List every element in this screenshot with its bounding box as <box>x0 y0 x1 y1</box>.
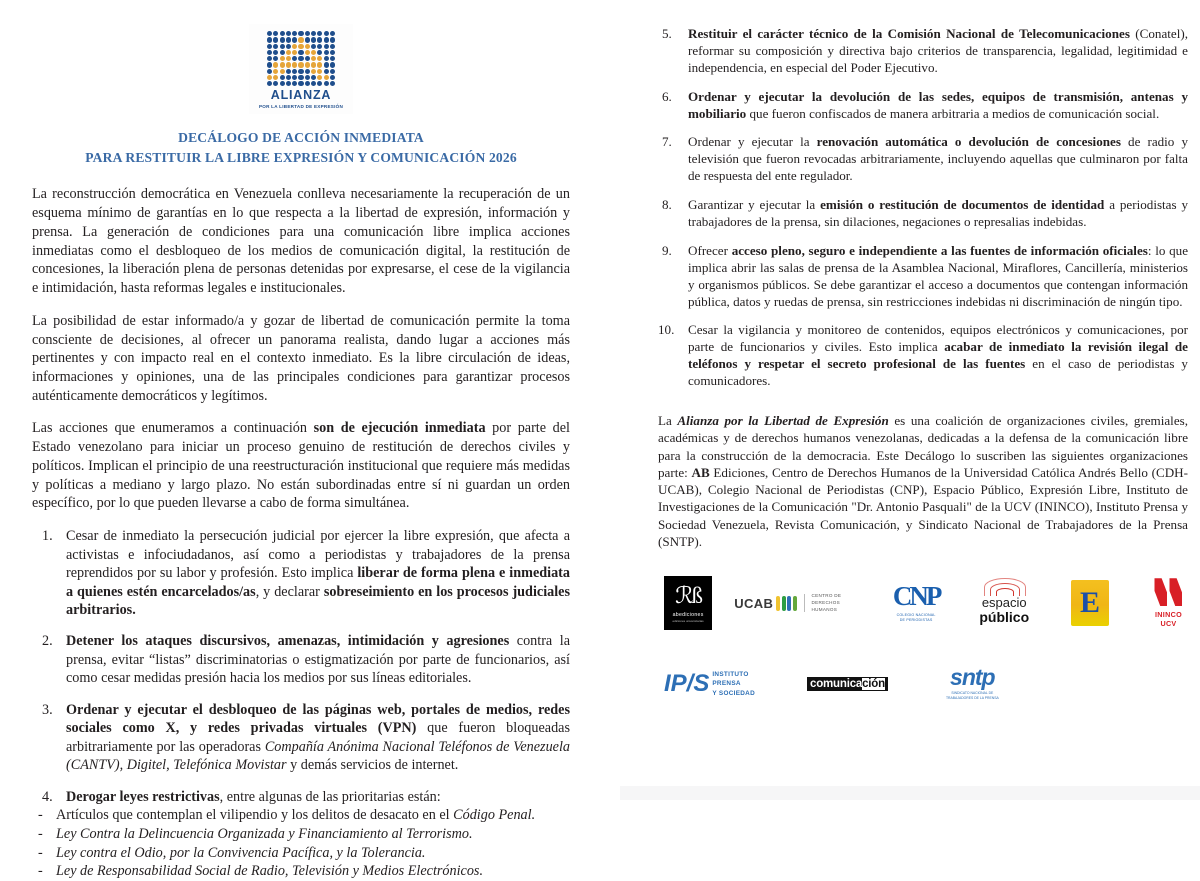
item-6-text-a: que fueron confiscados de manera arbitraria a medios de comunicación social. <box>746 105 1160 121</box>
cnp-caption <box>893 613 940 623</box>
logo-revista-comunicacion <box>807 677 888 691</box>
item-1-text-c: , y declarar <box>255 583 324 600</box>
item-10-bold-1: acabar de inmediato la revisión ilegal de teléfonos y respetar el secreto profesional de las fuentes <box>688 339 1188 372</box>
sntp-caption <box>946 691 999 701</box>
page-title-line-2: PARA RESTITUIR LA LIBRE EXPRESIÓN Y COMUNICACIÓN 2026 <box>85 149 517 165</box>
alianza-logo-wordmark: ALIANZA <box>270 88 332 103</box>
item-5-text-a: (Conatel), reformar su composición y directiva bajo criterios de transparencia, legalidad, legitimidad e independencia, en especial del Poder Ejecutivo. <box>688 26 1188 75</box>
action-item-5 <box>658 26 1188 77</box>
abediciones-subtitle: ediciones universitarias <box>672 618 704 623</box>
item-6-bold-1: Ordenar y ejecutar la devolución de las sedes, equipos de transmisión, antenas y mobiliario <box>688 88 1188 121</box>
closing-mid: es una coalición de organizaciones civiles, gremiales, académicas y de derechos humanos venezolanas, dedicadas a la defensa de la comunicación libre para la construcción de la democracia. Este Decálogo lo suscriben las siguientes organizaciones parte: <box>658 413 1188 480</box>
closing-paragraph <box>658 412 1188 550</box>
ucab-color-bars-icon <box>776 596 797 611</box>
sntp-caption-line-1: SINDICATO NACIONAL DE <box>951 691 994 696</box>
repealed-law-item <box>32 825 570 844</box>
item-1-bold-1: liberar de forma plena e inmediata a quienes estén encarcelados/as <box>66 565 570 600</box>
logo-espacio-publico <box>979 582 1029 624</box>
repealed-law-prefix: Artículos que contemplan el vilipendio y los delitos de desacato en el <box>56 807 454 824</box>
closing-pre: La <box>658 413 678 429</box>
repealed-law-item <box>32 862 570 881</box>
action-list-right <box>658 26 1188 390</box>
intro-paragraph-3 <box>32 419 570 513</box>
ipys-line-3: Y SOCIEDAD <box>712 689 756 697</box>
ucab-cdh-line-1: CENTRO DE <box>811 592 842 598</box>
item-1-text-a: Cesar de inmediato la persecución judicial por ejercer la libre expresión, que afecta a activistas e infociudadanos, así como a periodistas y trabajadores de la prensa reprendidos por su labor y profesión. Esto implica <box>66 528 570 582</box>
action-item-9 <box>658 243 1188 311</box>
intro-paragraph-1: La reconstrucción democrática en Venezuela conlleva necesariamente la recuperación de un esquema mínimo de garantías en lo que respecta a la libertad de expresión, información y prensa. La generación de condiciones para una comunicación libre implica acciones inmediatas como el desbloqueo de los medios de comunicación digital, la restitución de concesiones, la liberación plena de personas detenidas por expresarse, el cese de la vigilancia e intimidación, hasta reformas legales e institucionales. <box>32 186 570 297</box>
sntp-caption-line-2: TRABAJADORES DE LA PRENSA <box>945 696 999 701</box>
logo-ininco-ucv <box>1149 578 1188 628</box>
cnp-caption-line-1: COLEGIO NACIONAL <box>896 613 936 618</box>
logo-sntp <box>946 666 999 701</box>
cnp-caption-line-2: DE PERIODISTAS <box>899 618 933 623</box>
repealed-law-item <box>32 806 570 825</box>
ucab-cdh-caption <box>812 593 849 614</box>
right-column <box>600 0 1200 800</box>
ininco-caption: ININCO UCV <box>1155 610 1182 629</box>
item-7-text-a: de radio y televisión que fueron revocadas arbitrariamente, incluyendo aquellas que culminaron por falta de respuesta del ente regulador. <box>688 134 1188 184</box>
item-3-bold-1: Ordenar y ejecutar el desbloqueo de las páginas web, portales de medios, redes sociales como X, y redes privadas virtuales (VPN) <box>66 701 570 737</box>
intro-p3-part-a: Las acciones que enumeramos a continuación <box>32 420 314 437</box>
abediciones-name: abediciones <box>672 611 704 618</box>
logo-ucab-cdh <box>734 593 849 614</box>
item-9-text-a: : lo que implica abrir las salas de prensa de la Asamblea Nacional, Miraflores, Cancillería, ministerios y organismos públicos. Se debe garantizar el acceso a documentos que contengan información pública, datos y ruedas de prensa, sin restricciones indebidas ni discriminación de ningún tipo. <box>688 242 1189 309</box>
item-10-text-a: en el caso de periodistas y comunicadores. <box>688 356 1188 389</box>
item-7-text-pre: Ordenar y ejecutar la <box>688 134 817 150</box>
repealed-law-name: Ley contra el Odio, por la Convivencia Pacífica, y la Tolerancia. <box>56 844 426 861</box>
ucab-divider <box>804 594 805 612</box>
intro-paragraph-2: La posibilidad de estar informado/a y gozar de libertad de comunicación permite la toma consciente de decisiones, al ofrecer un panorama realista, dando lugar a acciones más pertinentes y con impacto real en el contexto inmediato. Es la libre circulación de ideas, informaciones y opiniones, una de las principales condiciones para garantizar procesos auténticamente democráticos y legítimos. <box>32 312 570 404</box>
action-item-3 <box>32 701 570 775</box>
repealed-law-item <box>32 844 570 863</box>
item-3-italic-operators: Compañía Anónima Nacional Teléfonos de Venezuela (CANTV), Digitel, Telefónica Movistar <box>66 738 570 774</box>
item-8-bold-1: emisión o restitución de documentos de identidad <box>820 197 1105 213</box>
expresion-libre-letter-icon: E <box>1080 586 1101 620</box>
item-2-text-a: contra la prensa, evitar “listas” discriminatorias o estigmatización por parte de funcionarios, así como cesar medidas presión hacia los medios por sus líneas editoriales. <box>66 633 571 687</box>
sntp-monogram-icon: sntp <box>950 664 995 691</box>
repealed-law-name: Ley Contra la Delincuencia Organizada y Financiamiento al Terrorismo. <box>56 825 473 842</box>
closing-ab-bold: AB <box>691 464 710 480</box>
alianza-logo-tagline: POR LA LIBERTAD DE EXPRESIÓN <box>258 103 344 109</box>
action-item-6 <box>658 89 1188 123</box>
intro-p3-part-b: por parte del Estado venezolano para iniciar un proceso genuino de restitución de derechos civiles y políticos. Implican el principio de una reestructuración institucional que requiere más medidas y políticas a mediano y largo plazo. No están subordinadas entre sí ni guardan un orden específico, por lo que pueden llevarse a cabo de forma simultánea. <box>32 420 570 512</box>
partner-logos-row-1 <box>658 576 1188 630</box>
ipys-caption <box>712 670 755 698</box>
alianza-logo <box>249 24 353 114</box>
repealed-laws-list <box>56 806 570 881</box>
item-5-bold-1: Restituir el carácter técnico de la Comisión Nacional de Telecomunicaciones <box>688 26 1130 41</box>
intro-p3-emphasis: son de ejecución inmediata <box>313 420 486 437</box>
espacio-publico-line-1: espacio <box>981 595 1027 611</box>
ucab-cdh-line-2: DERECHOS HUMANOS <box>811 599 840 612</box>
logo-ipys <box>664 670 755 698</box>
action-item-1 <box>32 527 570 619</box>
comunicacion-part-1: comunica <box>810 677 863 690</box>
action-list-left <box>32 527 570 881</box>
item-3-text-a: que fueron bloqueadas arbitrariamente por las operadoras <box>66 720 570 755</box>
left-column <box>0 0 600 880</box>
logo-expresion-libre <box>1071 580 1109 626</box>
item-8-text-pre: Garantizar y ejecutar la <box>688 197 821 213</box>
item-7-bold-1: renovación automática o devolución de concesiones <box>816 134 1121 150</box>
action-item-4 <box>32 788 570 881</box>
item-9-text-pre: Ofrecer <box>688 242 732 258</box>
closing-post: Ediciones, Centro de Derechos Humanos de la Universidad Católica Andrés Bello (CDH-UCAB), Colegio Nacional de Periodistas (CNP), Espacio Público, Expresión Libre, Instituto de Investigaciones de la Comunicación "Dr. Antonio Pasquali" de la UCV (ININCO), Instituto Prensa y Sociedad Venezuela, Revista Comunicación, y Sindicato Nacional de Trabajadores de la Prensa (SNTP). <box>658 464 1188 549</box>
item-10-text-pre: Cesar la vigilancia y monitoreo de contenidos, equipos electrónicos y comunicaciones, por parte de funcionarios y civiles. Esto implica <box>688 322 1188 355</box>
cnp-monogram-icon: CNP <box>892 581 940 612</box>
ininco-chevron-icon <box>1149 578 1188 606</box>
item-8-text-a: a periodistas y trabajadores de la prensa, sin dilaciones, negaciones o represalias indebidas. <box>688 197 1188 230</box>
action-item-8 <box>658 197 1188 231</box>
page-title-line-1: DECÁLOGO DE ACCIÓN INMEDIATA <box>178 130 424 145</box>
item-1-bold-2: sobreseimiento en los procesos judiciales arbitrarios. <box>66 583 570 618</box>
alianza-dot-matrix-icon <box>267 31 335 86</box>
ipys-line-1: INSTITUTO <box>712 670 749 678</box>
closing-organization-name: Alianza por la Libertad de Expresión <box>677 413 889 429</box>
action-item-2 <box>32 632 570 687</box>
item-2-bold-1: Detener los ataques discursivos, amenazas, intimidación y agresiones <box>66 633 510 650</box>
repealed-law-name: Código Penal. <box>453 807 536 824</box>
ucab-wordmark: UCAB <box>734 595 774 611</box>
espacio-publico-signal-waves-icon <box>979 582 1029 596</box>
action-item-7 <box>658 134 1188 185</box>
page-title <box>32 128 570 167</box>
logo-cnp <box>893 583 940 623</box>
comunicacion-part-2: ción <box>862 677 885 690</box>
ipys-monogram-icon: IP/S <box>664 669 710 697</box>
item-3-text-b: y demás servicios de internet. <box>286 757 459 774</box>
alianza-logo-wrapper <box>32 24 570 114</box>
abediciones-monogram-icon: ℛß <box>675 582 702 608</box>
espacio-publico-line-2: público <box>979 608 1030 625</box>
ipys-line-2: PRENSA <box>712 680 741 688</box>
repealed-law-name: Ley de Responsabilidad Social de Radio, Televisión y Medios Electrónicos. <box>56 863 483 880</box>
bottom-gray-band <box>620 786 1200 800</box>
partner-logos-row-2 <box>658 666 1188 701</box>
item-4-bold-1: Derogar leyes restrictivas <box>66 788 220 805</box>
action-item-10 <box>658 322 1188 390</box>
item-4-text-a: , entre algunas de las prioritarias están: <box>219 788 441 805</box>
item-9-bold-1: acceso pleno, seguro e independiente a las fuentes de información oficiales <box>731 242 1148 258</box>
logo-abediciones <box>664 576 712 630</box>
